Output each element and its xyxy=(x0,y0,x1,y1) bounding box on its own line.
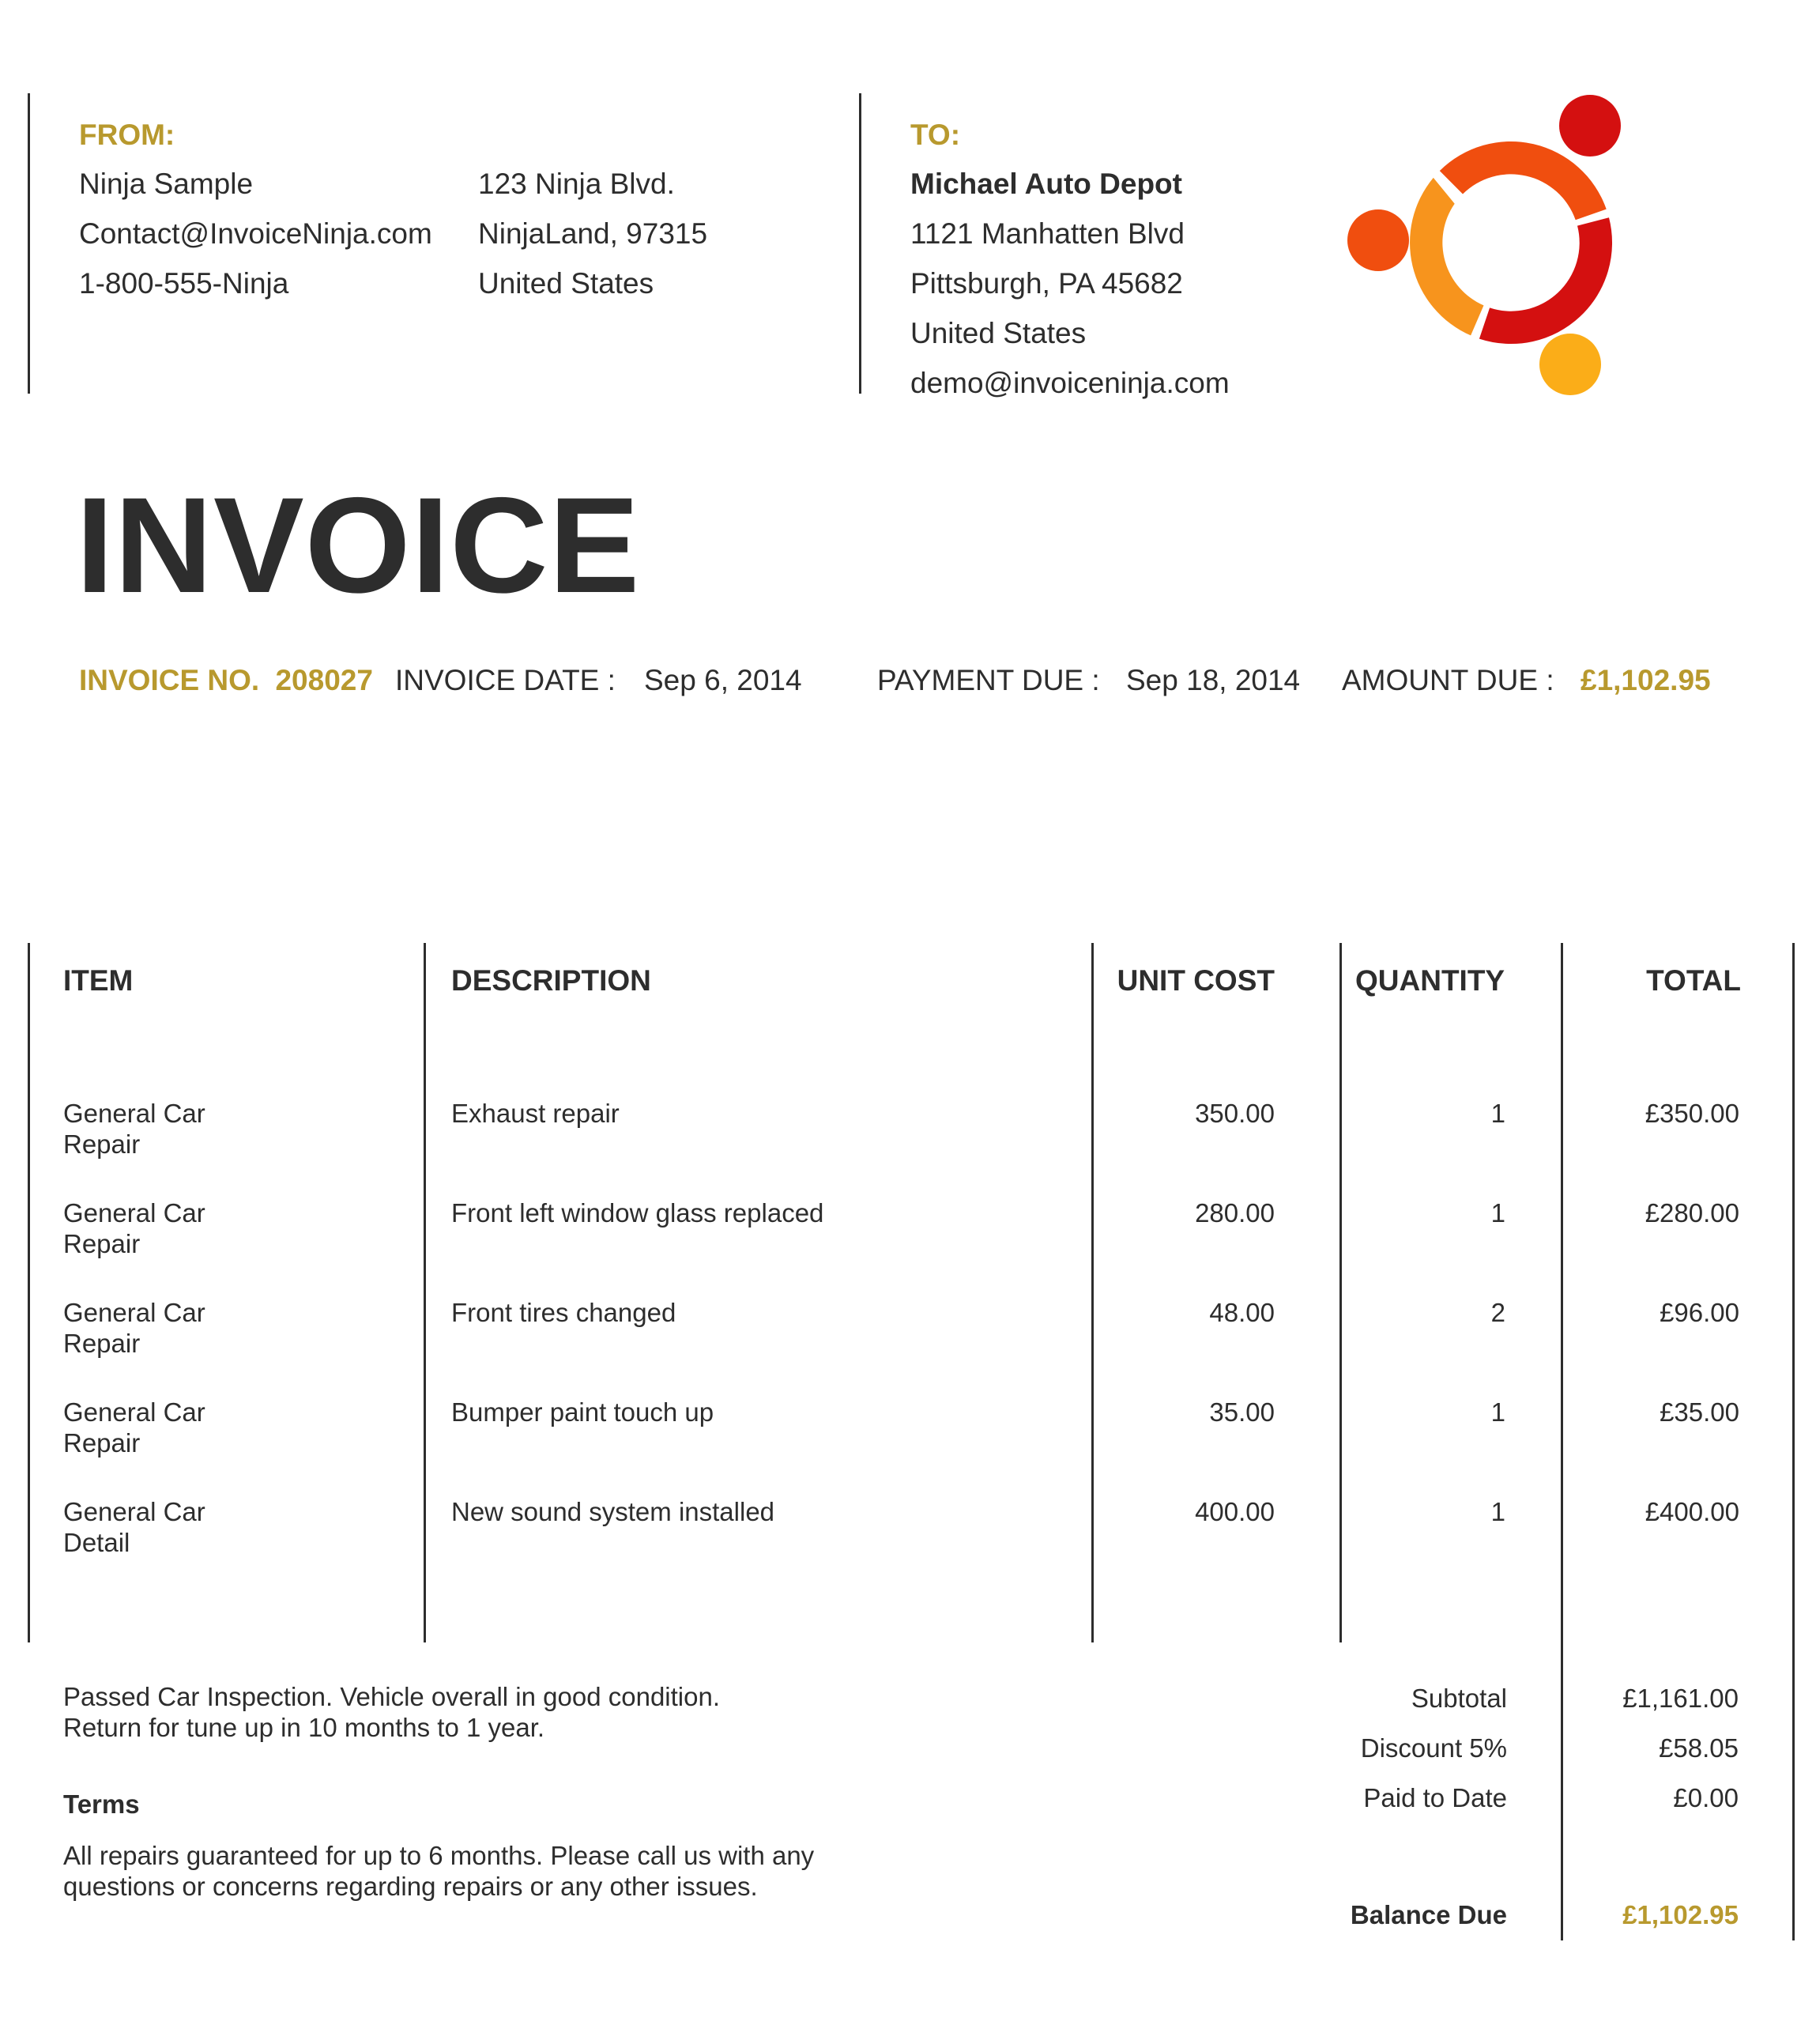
table-row xyxy=(63,1297,205,1359)
invoice-meta xyxy=(79,664,373,697)
terms-label: Terms xyxy=(63,1789,140,1819)
row-unit-cost: 35.00 xyxy=(1209,1397,1275,1427)
from-divider xyxy=(28,93,30,394)
terms-line: questions or concerns regarding repairs or any other issues. xyxy=(63,1872,758,1901)
paid-to-date-label: Paid to Date xyxy=(1363,1783,1507,1812)
from-address-line: 123 Ninja Blvd. xyxy=(478,168,675,200)
row-item: General Car xyxy=(63,1198,205,1228)
table-rule-item xyxy=(424,943,426,1642)
row-quantity: 1 xyxy=(1490,1099,1505,1128)
invoice-notes xyxy=(63,1681,720,1743)
invoice-number: 208027 xyxy=(275,664,373,696)
col-header-quantity: QUANTITY xyxy=(1355,964,1505,997)
row-total: £35.00 xyxy=(1660,1397,1739,1427)
to-name: Michael Auto Depot xyxy=(910,168,1182,200)
from-address xyxy=(478,159,707,308)
row-item: Repair xyxy=(63,1329,141,1358)
payment-due-label: PAYMENT DUE : xyxy=(877,664,1100,696)
logo-dot-bottom xyxy=(1539,334,1601,395)
to-email: demo@invoiceninja.com xyxy=(910,367,1230,399)
table-row xyxy=(63,1397,205,1458)
table-row xyxy=(63,1496,205,1558)
discount-label: Discount 5% xyxy=(1360,1733,1507,1763)
row-unit-cost: 48.00 xyxy=(1209,1298,1275,1327)
terms-text xyxy=(63,1840,814,1902)
discount-value: £58.05 xyxy=(1659,1733,1739,1763)
row-description: Front left window glass replaced xyxy=(451,1198,824,1228)
row-quantity: 1 xyxy=(1490,1397,1505,1427)
row-item: Detail xyxy=(63,1528,130,1557)
to-country: United States xyxy=(910,317,1087,349)
row-total: £350.00 xyxy=(1645,1099,1739,1128)
col-header-total: TOTAL xyxy=(1646,964,1741,997)
row-unit-cost: 280.00 xyxy=(1195,1198,1275,1228)
to-address-line: 1121 Manhatten Blvd xyxy=(910,217,1185,250)
to-label: TO: xyxy=(910,119,961,151)
terms-line: All repairs guaranteed for up to 6 months. Please call us with any xyxy=(63,1841,815,1870)
company-logo xyxy=(1336,89,1652,405)
table-rule-description xyxy=(1091,943,1094,1642)
logo-dot-left xyxy=(1347,209,1409,271)
page-title: INVOICE xyxy=(76,470,641,621)
invoice-number-label: INVOICE NO. xyxy=(79,664,260,696)
to-divider xyxy=(859,93,861,394)
subtotal-label: Subtotal xyxy=(1411,1684,1507,1713)
table-rule-right xyxy=(1792,943,1795,1940)
invoice-date: Sep 6, 2014 xyxy=(644,664,802,696)
notes-line: Return for tune up in 10 months to 1 year. xyxy=(63,1713,545,1742)
row-unit-cost: 350.00 xyxy=(1195,1099,1275,1128)
row-item: Repair xyxy=(63,1428,141,1458)
from-contact xyxy=(79,159,432,308)
row-item: Repair xyxy=(63,1129,141,1159)
from-label: FROM: xyxy=(79,119,175,151)
invoice-date-label: INVOICE DATE : xyxy=(395,664,616,696)
row-description: Exhaust repair xyxy=(451,1099,620,1128)
row-item: General Car xyxy=(63,1298,205,1327)
row-total: £280.00 xyxy=(1645,1198,1739,1228)
row-item: General Car xyxy=(63,1099,205,1128)
table-rule-left xyxy=(28,943,30,1642)
row-total: £96.00 xyxy=(1660,1298,1739,1327)
col-header-description: DESCRIPTION xyxy=(451,964,651,997)
logo-arc-bottom xyxy=(1479,217,1612,344)
row-item: Repair xyxy=(63,1229,141,1258)
row-item: General Car xyxy=(63,1497,205,1526)
from-phone: 1-800-555-Ninja xyxy=(79,267,289,300)
table-rule-unit-cost xyxy=(1339,943,1342,1642)
row-description: Front tires changed xyxy=(451,1298,676,1327)
row-total: £400.00 xyxy=(1645,1497,1739,1526)
balance-due-label: Balance Due xyxy=(1350,1900,1507,1929)
from-email: Contact@InvoiceNinja.com xyxy=(79,217,432,250)
amount-due: £1,102.95 xyxy=(1581,664,1711,696)
to-city-state: Pittsburgh, PA 45682 xyxy=(910,267,1183,300)
table-rule-quantity xyxy=(1561,943,1563,1940)
row-item: General Car xyxy=(63,1397,205,1427)
from-country: United States xyxy=(478,267,654,300)
col-header-unit-cost: UNIT COST xyxy=(1117,964,1275,997)
row-quantity: 2 xyxy=(1490,1298,1505,1327)
balance-due-value: £1,102.95 xyxy=(1622,1900,1739,1929)
logo-dot-top xyxy=(1559,95,1621,157)
payment-due: Sep 18, 2014 xyxy=(1126,664,1301,696)
row-quantity: 1 xyxy=(1490,1198,1505,1228)
paid-to-date-value: £0.00 xyxy=(1673,1783,1739,1812)
row-description: Bumper paint touch up xyxy=(451,1397,714,1427)
table-row xyxy=(63,1197,205,1259)
logo-arc-left xyxy=(1410,178,1483,336)
subtotal-value: £1,161.00 xyxy=(1622,1684,1739,1713)
row-description: New sound system installed xyxy=(451,1497,775,1526)
to-address xyxy=(910,159,1230,408)
row-unit-cost: 400.00 xyxy=(1195,1497,1275,1526)
from-name: Ninja Sample xyxy=(79,168,254,200)
notes-line: Passed Car Inspection. Vehicle overall in good condition. xyxy=(63,1682,721,1711)
amount-due-label: AMOUNT DUE : xyxy=(1342,664,1554,696)
table-row xyxy=(63,1098,205,1160)
row-quantity: 1 xyxy=(1490,1497,1505,1526)
col-header-item: ITEM xyxy=(63,964,134,997)
from-city-zip: NinjaLand, 97315 xyxy=(478,217,708,250)
